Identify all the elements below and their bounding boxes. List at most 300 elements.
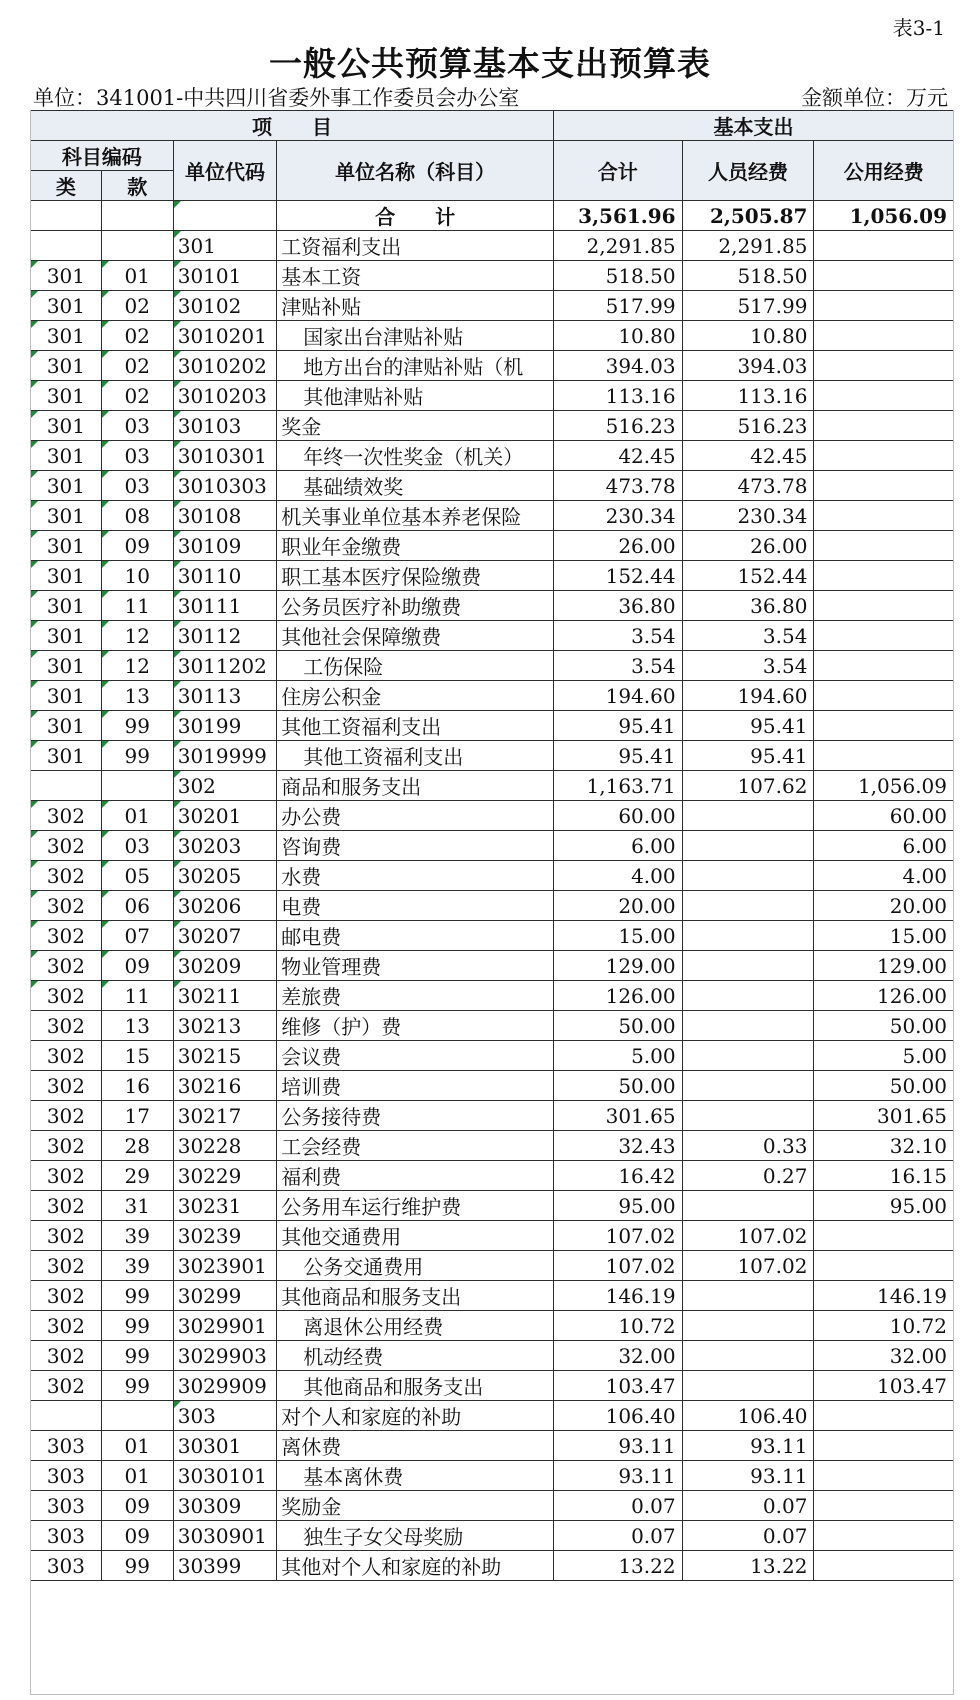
cell-kuan: 02	[101, 321, 173, 351]
cell-public: 50.00	[814, 1071, 954, 1101]
table-row	[31, 321, 954, 351]
cell-personnel: 107.02	[682, 1221, 814, 1251]
cell-personnel	[682, 801, 814, 831]
table-header	[31, 111, 954, 201]
cell-lei: 301	[31, 471, 102, 501]
cell-unit-name: 职工基本医疗保险缴费	[277, 561, 554, 591]
cell-total: 129.00	[554, 951, 683, 981]
cell-lei: 301	[31, 531, 102, 561]
table-row	[31, 1011, 954, 1041]
cell-personnel: 473.78	[682, 471, 814, 501]
cell-kuan: 02	[101, 291, 173, 321]
cell-unit-name: 差旅费	[277, 981, 554, 1011]
cell-unit-name: 邮电费	[277, 921, 554, 951]
cell-lei: 301	[31, 621, 102, 651]
cell-unit-name: 职业年金缴费	[277, 531, 554, 561]
cell-kuan: 39	[101, 1251, 173, 1281]
cell-total: 13.22	[554, 1551, 683, 1581]
cell-public	[814, 441, 954, 471]
cell-unit-name: 其他商品和服务支出	[277, 1281, 554, 1311]
cell-unit-name: 工伤保险	[277, 651, 554, 681]
cell-lei: 301	[31, 711, 102, 741]
cell-total: 20.00	[554, 891, 683, 921]
cell-kuan: 06	[101, 891, 173, 921]
cell-unit-code: 3029909	[173, 1371, 277, 1401]
cell-kuan: 09	[101, 1491, 173, 1521]
cell-personnel	[682, 1101, 814, 1131]
cell-unit-name: 对个人和家庭的补助	[277, 1401, 554, 1431]
cell-kuan: 99	[101, 1281, 173, 1311]
cell-personnel: 10.80	[682, 321, 814, 351]
cell-total: 518.50	[554, 261, 683, 291]
cell-unit-name: 福利费	[277, 1161, 554, 1191]
table-row	[31, 381, 954, 411]
total-sum: 3,561.96	[554, 201, 683, 231]
table-row	[31, 1401, 954, 1431]
cell-unit-name: 其他交通费用	[277, 1221, 554, 1251]
cell-kuan: 39	[101, 1221, 173, 1251]
cell-total: 60.00	[554, 801, 683, 831]
cell-lei: 302	[31, 1371, 102, 1401]
cell-lei: 301	[31, 351, 102, 381]
cell-lei	[31, 1401, 102, 1431]
cell-lei: 303	[31, 1461, 102, 1491]
cell-unit-name: 其他商品和服务支出	[277, 1371, 554, 1401]
cell-unit-name: 离退休公用经费	[277, 1311, 554, 1341]
cell-kuan: 31	[101, 1191, 173, 1221]
cell-total: 36.80	[554, 591, 683, 621]
cell-total: 152.44	[554, 561, 683, 591]
cell-unit-code: 30201	[173, 801, 277, 831]
cell-lei: 302	[31, 1311, 102, 1341]
cell-lei: 301	[31, 381, 102, 411]
cell-total: 146.19	[554, 1281, 683, 1311]
cell-personnel	[682, 1341, 814, 1371]
cell-unit-name: 公务用车运行维护费	[277, 1191, 554, 1221]
cell-lei: 302	[31, 921, 102, 951]
cell-total: 103.47	[554, 1371, 683, 1401]
cell-public	[814, 1431, 954, 1461]
cell-kuan: 99	[101, 1371, 173, 1401]
cell-unit-code: 30217	[173, 1101, 277, 1131]
cell-kuan	[101, 231, 173, 261]
cell-total: 95.41	[554, 711, 683, 741]
header-public: 公用经费	[814, 141, 954, 201]
total-kuan	[101, 201, 173, 231]
cell-unit-code: 30112	[173, 621, 277, 651]
cell-public: 6.00	[814, 831, 954, 861]
cell-unit-name: 地方出台的津贴补贴（机	[277, 351, 554, 381]
cell-personnel: 113.16	[682, 381, 814, 411]
cell-total: 0.07	[554, 1521, 683, 1551]
cell-unit-name: 工会经费	[277, 1131, 554, 1161]
cell-kuan	[101, 771, 173, 801]
cell-unit-code: 301	[173, 231, 277, 261]
cell-lei: 302	[31, 1101, 102, 1131]
total-public: 1,056.09	[814, 201, 954, 231]
cell-personnel	[682, 921, 814, 951]
cell-kuan: 99	[101, 711, 173, 741]
table-row	[31, 651, 954, 681]
cell-personnel: 517.99	[682, 291, 814, 321]
header-unit-name: 单位名称（科目）	[277, 141, 554, 201]
cell-unit-code: 30203	[173, 831, 277, 861]
cell-total: 394.03	[554, 351, 683, 381]
table-row	[31, 1521, 954, 1551]
cell-personnel: 0.27	[682, 1161, 814, 1191]
table-row	[31, 291, 954, 321]
table-row	[31, 1131, 954, 1161]
cell-public	[814, 1221, 954, 1251]
cell-total: 95.00	[554, 1191, 683, 1221]
table-row	[31, 831, 954, 861]
cell-unit-code: 30209	[173, 951, 277, 981]
cell-unit-name: 物业管理费	[277, 951, 554, 981]
cell-kuan: 15	[101, 1041, 173, 1071]
cell-kuan: 13	[101, 1011, 173, 1041]
cell-unit-name: 公务员医疗补助缴费	[277, 591, 554, 621]
cell-unit-code: 3029903	[173, 1341, 277, 1371]
table-row	[31, 351, 954, 381]
cell-personnel: 194.60	[682, 681, 814, 711]
cell-total: 230.34	[554, 501, 683, 531]
header-subject-code: 科目编码	[31, 141, 174, 171]
table-row	[31, 531, 954, 561]
table-row	[31, 771, 954, 801]
amount-unit-label: 金额单位：万元	[801, 86, 948, 110]
cell-unit-name: 其他社会保障缴费	[277, 621, 554, 651]
cell-lei	[31, 771, 102, 801]
cell-public	[814, 741, 954, 771]
total-label: 合 计	[277, 201, 554, 231]
cell-personnel: 107.02	[682, 1251, 814, 1281]
cell-unit-code: 3030101	[173, 1461, 277, 1491]
cell-unit-name: 独生子女父母奖励	[277, 1521, 554, 1551]
cell-kuan: 09	[101, 1521, 173, 1551]
cell-personnel: 93.11	[682, 1461, 814, 1491]
cell-unit-code: 303	[173, 1401, 277, 1431]
cell-unit-code: 3010301	[173, 441, 277, 471]
table-row	[31, 411, 954, 441]
cell-personnel: 13.22	[682, 1551, 814, 1581]
cell-public	[814, 351, 954, 381]
cell-public	[814, 711, 954, 741]
cell-total: 5.00	[554, 1041, 683, 1071]
cell-kuan: 99	[101, 1341, 173, 1371]
cell-unit-code: 30103	[173, 411, 277, 441]
cell-kuan: 03	[101, 471, 173, 501]
cell-personnel	[682, 1011, 814, 1041]
cell-personnel: 26.00	[682, 531, 814, 561]
cell-personnel	[682, 1191, 814, 1221]
cell-personnel: 2,291.85	[682, 231, 814, 261]
table-row	[31, 261, 954, 291]
cell-total: 50.00	[554, 1071, 683, 1101]
cell-unit-code: 30111	[173, 591, 277, 621]
cell-unit-code: 30309	[173, 1491, 277, 1521]
cell-total: 517.99	[554, 291, 683, 321]
cell-kuan: 09	[101, 951, 173, 981]
cell-public: 5.00	[814, 1041, 954, 1071]
cell-personnel: 3.54	[682, 651, 814, 681]
cell-unit-name: 基础绩效奖	[277, 471, 554, 501]
cell-kuan: 03	[101, 441, 173, 471]
cell-unit-code: 30113	[173, 681, 277, 711]
cell-public: 95.00	[814, 1191, 954, 1221]
cell-lei: 301	[31, 411, 102, 441]
cell-total: 32.00	[554, 1341, 683, 1371]
cell-unit-code: 30199	[173, 711, 277, 741]
cell-unit-code: 30207	[173, 921, 277, 951]
cell-unit-code: 3010203	[173, 381, 277, 411]
cell-lei: 301	[31, 321, 102, 351]
cell-public: 301.65	[814, 1101, 954, 1131]
cell-unit-code: 30231	[173, 1191, 277, 1221]
cell-public	[814, 1551, 954, 1581]
cell-unit-code: 3019999	[173, 741, 277, 771]
cell-public	[814, 381, 954, 411]
cell-lei: 301	[31, 651, 102, 681]
cell-unit-code: 3029901	[173, 1311, 277, 1341]
cell-lei: 302	[31, 891, 102, 921]
cell-total: 2,291.85	[554, 231, 683, 261]
cell-kuan: 07	[101, 921, 173, 951]
cell-personnel	[682, 861, 814, 891]
table-row	[31, 1161, 954, 1191]
cell-personnel: 95.41	[682, 741, 814, 771]
cell-lei: 302	[31, 1041, 102, 1071]
cell-kuan: 99	[101, 741, 173, 771]
header-basic-expense: 基本支出	[554, 111, 954, 141]
cell-unit-code: 30101	[173, 261, 277, 291]
cell-public: 32.00	[814, 1341, 954, 1371]
cell-lei: 301	[31, 591, 102, 621]
cell-lei: 301	[31, 741, 102, 771]
cell-kuan: 10	[101, 561, 173, 591]
table-row	[31, 681, 954, 711]
unit-label: 单位：341001-中共四川省委外事工作委员会办公室	[33, 86, 520, 110]
cell-total: 4.00	[554, 861, 683, 891]
cell-public	[814, 621, 954, 651]
cell-total: 301.65	[554, 1101, 683, 1131]
cell-public	[814, 231, 954, 261]
cell-public: 10.72	[814, 1311, 954, 1341]
cell-public	[814, 651, 954, 681]
cell-kuan: 01	[101, 1431, 173, 1461]
cell-kuan: 02	[101, 381, 173, 411]
cell-unit-code: 30301	[173, 1431, 277, 1461]
cell-public	[814, 501, 954, 531]
cell-unit-code: 30108	[173, 501, 277, 531]
cell-kuan: 03	[101, 831, 173, 861]
cell-kuan: 03	[101, 411, 173, 441]
cell-total: 50.00	[554, 1011, 683, 1041]
cell-lei: 302	[31, 1011, 102, 1041]
cell-unit-name: 基本工资	[277, 261, 554, 291]
cell-kuan: 17	[101, 1101, 173, 1131]
cell-kuan: 01	[101, 261, 173, 291]
cell-public: 16.15	[814, 1161, 954, 1191]
cell-unit-name: 办公费	[277, 801, 554, 831]
cell-public: 50.00	[814, 1011, 954, 1041]
cell-kuan: 29	[101, 1161, 173, 1191]
cell-unit-name: 基本离休费	[277, 1461, 554, 1491]
cell-unit-name: 机关事业单位基本养老保险	[277, 501, 554, 531]
cell-lei: 301	[31, 261, 102, 291]
cell-unit-name: 水费	[277, 861, 554, 891]
cell-lei: 302	[31, 1341, 102, 1371]
cell-personnel: 95.41	[682, 711, 814, 741]
table-row	[31, 441, 954, 471]
cell-unit-code: 30205	[173, 861, 277, 891]
cell-kuan: 05	[101, 861, 173, 891]
cell-unit-code: 30399	[173, 1551, 277, 1581]
cell-personnel: 0.07	[682, 1521, 814, 1551]
cell-unit-name: 离休费	[277, 1431, 554, 1461]
cell-public	[814, 321, 954, 351]
cell-personnel: 36.80	[682, 591, 814, 621]
cell-kuan: 01	[101, 1461, 173, 1491]
cell-personnel: 230.34	[682, 501, 814, 531]
cell-public	[814, 471, 954, 501]
table-row	[31, 1071, 954, 1101]
cell-unit-name: 机动经费	[277, 1341, 554, 1371]
cell-public	[814, 1401, 954, 1431]
cell-unit-name: 维修（护）费	[277, 1011, 554, 1041]
cell-unit-code: 30109	[173, 531, 277, 561]
cell-unit-code: 3030901	[173, 1521, 277, 1551]
cell-kuan: 11	[101, 981, 173, 1011]
cell-total: 107.02	[554, 1221, 683, 1251]
cell-public	[814, 561, 954, 591]
cell-kuan: 99	[101, 1311, 173, 1341]
cell-public: 126.00	[814, 981, 954, 1011]
table-row	[31, 1431, 954, 1461]
table-row	[31, 861, 954, 891]
table-row	[31, 471, 954, 501]
cell-total: 32.43	[554, 1131, 683, 1161]
cell-public: 103.47	[814, 1371, 954, 1401]
cell-unit-name: 工资福利支出	[277, 231, 554, 261]
table-row	[31, 1461, 954, 1491]
cell-personnel	[682, 1071, 814, 1101]
cell-public	[814, 291, 954, 321]
cell-total: 126.00	[554, 981, 683, 1011]
cell-unit-code: 302	[173, 771, 277, 801]
cell-personnel: 0.33	[682, 1131, 814, 1161]
cell-total: 0.07	[554, 1491, 683, 1521]
cell-lei: 302	[31, 1221, 102, 1251]
header-kuan: 款	[101, 171, 173, 201]
cell-lei: 303	[31, 1431, 102, 1461]
table-row	[31, 951, 954, 981]
cell-unit-code: 30102	[173, 291, 277, 321]
cell-unit-name: 商品和服务支出	[277, 771, 554, 801]
cell-lei: 303	[31, 1491, 102, 1521]
cell-personnel	[682, 831, 814, 861]
cell-lei: 302	[31, 801, 102, 831]
table-row	[31, 1101, 954, 1131]
cell-public	[814, 681, 954, 711]
cell-public	[814, 261, 954, 291]
table-row	[31, 1491, 954, 1521]
cell-unit-name: 住房公积金	[277, 681, 554, 711]
cell-personnel	[682, 1371, 814, 1401]
cell-public: 15.00	[814, 921, 954, 951]
cell-total: 107.02	[554, 1251, 683, 1281]
cell-lei: 302	[31, 1251, 102, 1281]
cell-unit-code: 30110	[173, 561, 277, 591]
cell-public: 4.00	[814, 861, 954, 891]
table-row	[31, 921, 954, 951]
cell-personnel	[682, 1041, 814, 1071]
cell-public	[814, 591, 954, 621]
cell-lei: 301	[31, 681, 102, 711]
cell-unit-code: 30299	[173, 1281, 277, 1311]
cell-lei: 302	[31, 1191, 102, 1221]
cell-total: 3.54	[554, 651, 683, 681]
header-total: 合计	[554, 141, 683, 201]
cell-public: 32.10	[814, 1131, 954, 1161]
cell-kuan: 12	[101, 651, 173, 681]
cell-lei: 301	[31, 561, 102, 591]
table-row	[31, 1251, 954, 1281]
table-row	[31, 561, 954, 591]
cell-public: 20.00	[814, 891, 954, 921]
cell-unit-code: 30213	[173, 1011, 277, 1041]
cell-unit-name: 国家出台津贴补贴	[277, 321, 554, 351]
cell-public: 1,056.09	[814, 771, 954, 801]
page-title: 一般公共预算基本支出预算表	[269, 44, 711, 83]
cell-personnel	[682, 981, 814, 1011]
cell-kuan	[101, 1401, 173, 1431]
cell-kuan: 08	[101, 501, 173, 531]
table-row	[31, 711, 954, 741]
cell-total: 194.60	[554, 681, 683, 711]
cell-kuan: 13	[101, 681, 173, 711]
cell-total: 10.72	[554, 1311, 683, 1341]
cell-public: 146.19	[814, 1281, 954, 1311]
cell-unit-name: 公务交通费用	[277, 1251, 554, 1281]
cell-personnel: 42.45	[682, 441, 814, 471]
table-row	[31, 741, 954, 771]
cell-personnel: 0.07	[682, 1491, 814, 1521]
table-row	[31, 1221, 954, 1251]
cell-unit-name: 奖励金	[277, 1491, 554, 1521]
cell-kuan: 99	[101, 1551, 173, 1581]
cell-unit-name: 年终一次性奖金（机关）	[277, 441, 554, 471]
cell-public: 60.00	[814, 801, 954, 831]
cell-unit-name: 电费	[277, 891, 554, 921]
cell-personnel: 394.03	[682, 351, 814, 381]
cell-unit-code: 3010201	[173, 321, 277, 351]
cell-total: 1,163.71	[554, 771, 683, 801]
table-row	[31, 231, 954, 261]
cell-lei: 301	[31, 441, 102, 471]
cell-lei: 301	[31, 291, 102, 321]
cell-personnel: 518.50	[682, 261, 814, 291]
cell-unit-name: 公务接待费	[277, 1101, 554, 1131]
cell-personnel: 516.23	[682, 411, 814, 441]
cell-lei	[31, 231, 102, 261]
total-code	[173, 201, 277, 231]
cell-lei: 302	[31, 1281, 102, 1311]
cell-total: 16.42	[554, 1161, 683, 1191]
cell-personnel	[682, 1281, 814, 1311]
cell-total: 42.45	[554, 441, 683, 471]
cell-unit-code: 30216	[173, 1071, 277, 1101]
cell-unit-name: 其他津贴补贴	[277, 381, 554, 411]
